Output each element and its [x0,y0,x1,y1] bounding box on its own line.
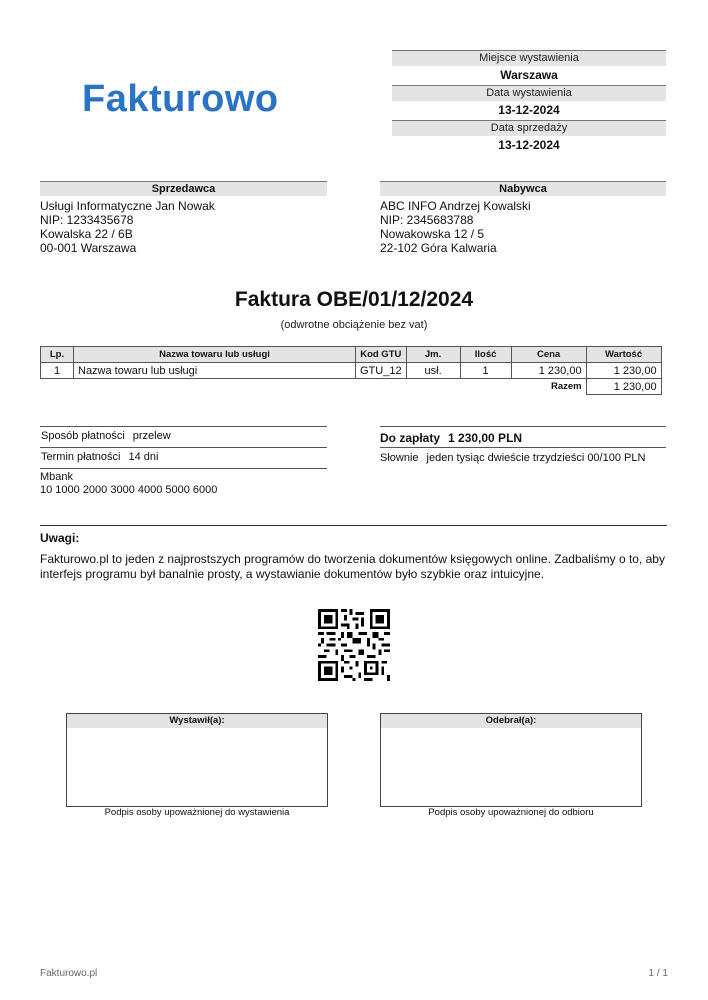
payment-block [40,426,327,497]
payment-term-row [40,447,327,468]
buyer-block [380,181,666,255]
bank-name: Mbank [40,471,74,483]
cell-lp: 1 [41,363,74,379]
buyer-street: Nowakowska 12 / 5 [380,227,485,241]
col-value: Wartość [586,347,661,363]
seller-street: Kowalska 22 / 6B [40,227,133,241]
col-price: Cena [511,347,586,363]
payment-method-row [40,426,327,447]
payment-method-value: przelew [132,430,171,442]
col-lp: Lp. [41,347,74,363]
table-row [41,363,662,379]
issue-info-block [392,50,666,155]
col-gtu: Kod GTU [356,347,407,363]
cell-qty: 1 [460,363,511,379]
col-unit: Jm. [406,347,460,363]
receiver-signature-box [380,713,642,807]
remarks-title: Uwagi: [40,531,80,545]
invoice-title: Faktura OBE/01/12/2024 [234,288,474,311]
qr-code-icon [318,609,390,681]
cell-unit: usł. [406,363,460,379]
cell-name: Nazwa towaru lub usługi [74,363,356,379]
payment-term-value: 14 dni [128,451,159,463]
seller-nip: NIP: 1233435678 [40,213,134,227]
col-name: Nazwa towaru lub usługi [74,347,356,363]
buyer-title: Nabywca [380,181,666,196]
place-value: Warszawa [500,68,558,82]
sale-date-label: Data sprzedaży [392,120,666,136]
cell-gtu: GTU_12 [356,363,407,379]
footer-page-number: 1 / 1 [648,968,668,979]
receiver-signature-caption: Podpis osoby upoważnionej do odbioru [428,807,594,818]
footer-site: Fakturowo.pl [40,968,98,979]
remarks-block [40,525,667,582]
issuer-signature-caption: Podpis osoby upoważnionej do wystawienia [104,807,290,818]
items-table [40,346,662,395]
amount-words-value: jeden tysiąc dwieście trzydzieści 00/100 PLN [426,452,646,464]
seller-name: Usługi Informatyczne Jan Nowak [40,199,215,213]
sum-label: Razem [550,381,582,393]
brand-logo: Fakturowo [82,78,279,120]
amount-due-label: Do zapłaty [380,431,441,445]
cell-value: 1 230,00 [586,363,661,379]
issue-date-value: 13-12-2024 [498,103,560,117]
seller-city: 00-001 Warszawa [40,241,137,255]
bank-info [40,468,327,497]
receiver-signature-title: Odebrał(a): [381,714,641,728]
seller-title: Sprzedawca [40,181,327,196]
issue-date-label: Data wystawienia [392,85,666,101]
buyer-name: ABC INFO Andrzej Kowalski [380,199,531,213]
cell-price: 1 230,00 [511,363,586,379]
buyer-nip: NIP: 2345683788 [380,213,474,227]
issuer-signature-title: Wystawił(a): [67,714,327,728]
buyer-city: 22-102 Góra Kalwaria [380,241,497,255]
place-label: Miejsce wystawienia [392,50,666,66]
issuer-signature-box [66,713,328,807]
amount-due-row [380,426,666,447]
payment-method-label: Sposób płatności [41,430,125,442]
amount-due-block [380,426,666,465]
sum-row [41,379,662,395]
remarks-text: Fakturowo.pl to jeden z najprostszych programów do tworzenia dokumentów księgowych online. Zadbaliśmy o to, aby interfejs programu był banalnie prosty, a wystawianie dokumentów było szybkie oraz intuicyjne. [40,552,665,581]
sum-value: 1 230,00 [586,379,661,395]
amount-due-value: 1 230,00 PLN [448,431,523,445]
amount-words-row [380,447,666,465]
bank-account: 10 1000 2000 3000 4000 5000 6000 [40,484,218,496]
table-header-row [41,347,662,363]
seller-block [40,181,327,255]
payment-term-label: Termin płatności [41,451,121,463]
invoice-subtitle: (odwrotne obciążenie bez vat) [280,319,428,331]
amount-words-label: Słownie [380,452,419,464]
sale-date-value: 13-12-2024 [498,138,560,152]
col-qty: Ilość [460,347,511,363]
